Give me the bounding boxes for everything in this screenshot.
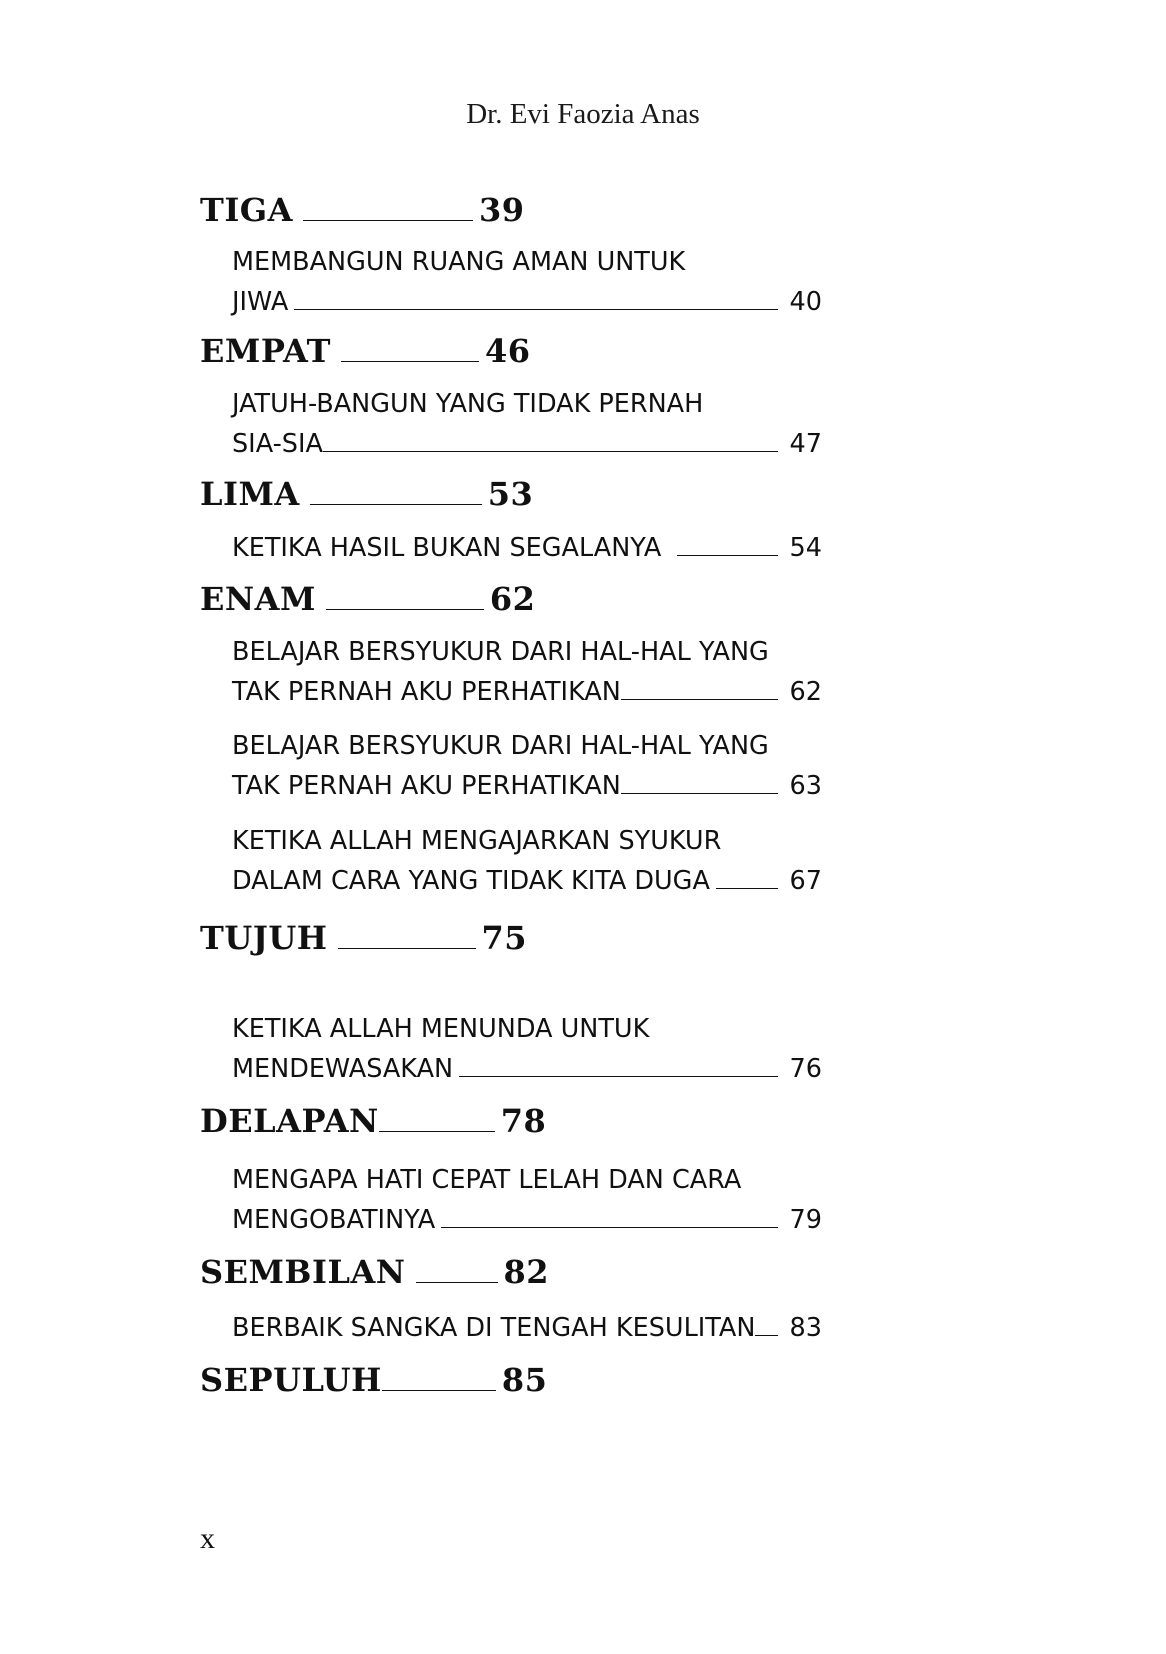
entry-page: 47 [789,429,822,459]
page-folio: x [200,1522,215,1555]
entry-title-line2: SIA-SIA [232,429,323,459]
leader-line [677,529,778,556]
entry-page: 67 [789,866,822,896]
entry-page: 79 [789,1205,822,1235]
entry-page: 62 [789,677,822,707]
leader-line [441,1201,778,1228]
entry-title-line2: DALAM CARA YANG TIDAK KITA DUGA [232,866,710,896]
entry-title-line1: JATUH-BANGUN YANG TIDAK PERNAH [232,389,704,419]
toc-entry[interactable] [232,242,822,322]
leader-line [755,1309,778,1336]
entry-title-line2: MENGOBATINYA [232,1205,436,1235]
leader-line [294,283,778,310]
entry-title-line1: MEMBANGUN RUANG AMAN UNTUK [232,247,686,277]
entry-page: 83 [789,1313,822,1343]
entry-title-line1: KETIKA ALLAH MENUNDA UNTUK [232,1014,650,1044]
chapter-heading-delapan[interactable] [200,1101,546,1141]
leader-line [621,673,778,700]
chapter-page: 78 [500,1102,547,1140]
leader-line [459,1050,778,1077]
chapter-title: SEPULUH [200,1361,382,1399]
leader-line [326,579,484,610]
leader-line [382,1360,496,1391]
chapter-page: 62 [489,580,536,618]
entry-title: KETIKA HASIL BUKAN SEGALANYA [232,533,662,563]
leader-line [416,1252,498,1283]
entry-title-line2: TAK PERNAH AKU PERHATIKAN [232,771,621,801]
chapter-heading-empat[interactable] [200,331,530,371]
chapter-title: DELAPAN [200,1102,379,1140]
toc-entry[interactable] [232,632,822,712]
leader-line [341,331,479,362]
leader-line [621,767,778,794]
leader-line [310,474,482,505]
toc-entry[interactable] [232,1308,822,1348]
chapter-heading-sembilan[interactable] [200,1252,549,1292]
leader-line [303,190,473,221]
leader-line [379,1101,495,1132]
leader-line [338,918,476,949]
entry-title-line2: MENDEWASAKAN [232,1054,454,1084]
chapter-heading-sepuluh[interactable] [200,1360,547,1400]
toc-entry[interactable] [232,1009,822,1089]
chapter-heading-tujuh[interactable] [200,918,527,958]
toc-entry[interactable] [232,821,822,901]
toc-entry[interactable] [232,726,822,806]
chapter-page: 46 [484,332,531,370]
entry-title-line1: BELAJAR BERSYUKUR DARI HAL-HAL YANG [232,637,769,667]
entry-title-line1: MENGAPA HATI CEPAT LELAH DAN CARA [232,1165,742,1195]
entry-title-line1: BELAJAR BERSYUKUR DARI HAL-HAL YANG [232,731,769,761]
entry-title: BERBAIK SANGKA DI TENGAH KESULITAN [232,1313,756,1343]
chapter-title: ENAM [200,580,316,618]
chapter-title: EMPAT [200,332,331,370]
toc-entry[interactable] [232,1160,822,1240]
running-head: Dr. Evi Faozia Anas [466,98,700,130]
leader-line [323,425,778,452]
chapter-title: SEMBILAN [200,1253,406,1291]
entry-page: 76 [789,1054,822,1084]
chapter-title: TUJUH [200,919,328,957]
toc-entry[interactable] [232,528,822,568]
chapter-page: 53 [487,475,534,513]
chapter-page: 39 [478,191,525,229]
chapter-heading-enam[interactable] [200,579,535,619]
chapter-page: 82 [503,1253,550,1291]
chapter-title: LIMA [200,475,300,513]
chapter-page: 75 [481,919,528,957]
chapter-page: 85 [501,1361,548,1399]
toc-entry[interactable] [232,384,822,464]
entry-page: 40 [789,287,822,317]
entry-page: 54 [789,533,822,563]
chapter-heading-lima[interactable] [200,474,533,514]
entry-title-line2: JIWA [232,287,289,317]
chapter-heading-tiga[interactable] [200,190,524,230]
entry-page: 63 [789,771,822,801]
entry-title-line2: TAK PERNAH AKU PERHATIKAN [232,677,621,707]
entry-title-line1: KETIKA ALLAH MENGAJARKAN SYUKUR [232,826,722,856]
leader-line [716,862,778,889]
chapter-title: TIGA [200,191,293,229]
